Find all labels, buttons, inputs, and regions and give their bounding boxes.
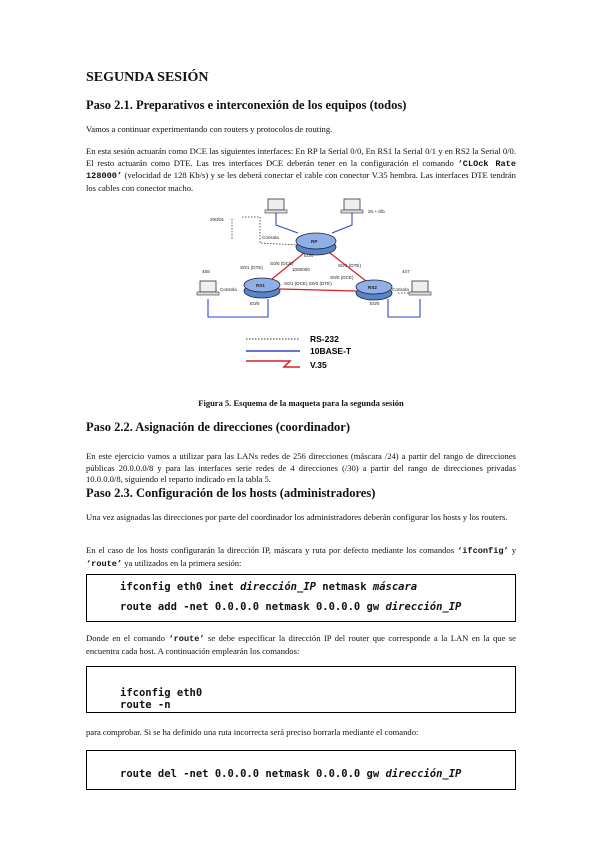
label-rp: RP [311, 239, 318, 244]
label-rp-s01: S0/1 (DTE) [338, 263, 361, 268]
code-line-route-add: route add -net 0.0.0.0 netmask 0.0.0.0 gw dirección_IP [120, 601, 462, 613]
paso-2-3-title: Paso 2.3. Configuración de los hosts (administradores) [86, 486, 376, 500]
figure-caption: Figura 5. Esquema de la maqueta para la segunda sesión [198, 398, 404, 408]
label-rs1-s01: S0/1 (DTE) [240, 265, 263, 270]
label-rp-s00: S0/0 (DCE) [270, 261, 294, 266]
clock-rate-command: ‘CLOck Rate 128000’ [86, 158, 516, 181]
code-line-route-del: route del -net 0.0.0.0 netmask 0.0.0.0 gw dirección_IP [120, 768, 462, 780]
ifconfig-command: ‘ifconfig’ [457, 546, 509, 556]
legend-10baset-label: 10BASE-T [310, 346, 352, 356]
route-command: ‘route’ [168, 634, 205, 644]
host-icon [265, 199, 287, 213]
router-rp-icon [296, 233, 336, 255]
label-host-a: 200/01 [210, 217, 225, 222]
label-rs1-e0: E0/0 [250, 301, 260, 306]
host-icon [197, 281, 219, 295]
label-speed: 1000000 [292, 267, 310, 272]
paso-2-2-title: Paso 2.2. Asignación de direcciones (coordinador) [86, 420, 351, 434]
label-rs2: RS2 [368, 285, 377, 290]
label-rp-e0: E0/0 [304, 253, 314, 258]
network-diagram [180, 195, 440, 380]
code-line-ifconfig-eth0: ifconfig eth0 [120, 687, 203, 699]
figure-legend [246, 334, 352, 370]
label-rs1: RS1 [256, 283, 265, 288]
label-rs2-s00: S0/0 (DCE) [330, 275, 354, 280]
label-rs2-e0: E0/0 [370, 301, 380, 306]
paso-2-1-title: Paso 2.1. Preparativos e interconexión de los equipos (todos) [86, 98, 407, 112]
code-block-check [86, 666, 516, 713]
ethernet-cables [208, 211, 420, 317]
code-block-route-del [86, 750, 516, 790]
label-rs1-rs2-link: S0/1 (DCE) S0/0 (DTE) [284, 281, 332, 286]
paso-2-3-delete-paragraph: para comprobar. Si se ha definido una ruta incorrecta será preciso borrarla mediante el comando: [86, 727, 419, 737]
label-consola-2: Consola [220, 287, 237, 292]
legend-rs232-label: RS-232 [310, 334, 339, 344]
label-host-d: 447 [402, 269, 410, 274]
router-rs1-icon [244, 278, 280, 298]
host-icon [341, 199, 363, 213]
code-block-ifconfig-route [86, 574, 516, 622]
paso-2-3-hosts-paragraph: En el caso de los hosts configurarán la dirección IP, máscara y ruta por defecto mediante los comandos ‘ifconfig’ y ‘route’ ya utilizados en la primera sesión: [86, 545, 516, 569]
route-command: ‘route’ [86, 558, 123, 569]
label-consola-1: Consola [262, 235, 279, 240]
paso-2-1-intro: Vamos a continuar experimentando con routers y protocolos de routing. [86, 124, 333, 134]
legend-v35-line [246, 361, 300, 367]
legend-v35-label: V.35 [310, 360, 327, 370]
paso-2-2-paragraph: En este ejercicio vamos a utilizar para las LANs redes de 256 direcciones (máscara /24) a partir del rango de direcciones públicas 20.0.0.0/8 y para las interfaces serie redes de 4 direcciones (/30) a partir del rango de direcciones privadas 10.0.0.0/8, siguiendo el reparto indicado en la tabla 5. [86, 451, 516, 484]
code-line-route-n: route -n [120, 699, 171, 711]
code-line-ifconfig: ifconfig eth0 inet dirección_IP netmask máscara [120, 581, 418, 593]
paso-2-1-dce-paragraph: En esta sesión actuarán como DCE las siguientes interfaces: En RP la Serial 0/0, En RS1 la Serial 0/1 y en RS2 la Serial 0/0. El resto actuarán como DTE. Las tres interfaces DCE deberán tener en la configuración el comando ‘CLOck Rate 128000’ (velocidad de 128 Kb/s) y se les deberá conectar el cable con conector V.35 hembra. Las interfaces DTE tendrán los cables con conector macho. [86, 146, 516, 193]
label-consola-3: Consola [392, 287, 409, 292]
paso-2-3-intro: Una vez asignadas las direcciones por parte del coordinador los administradores deberán configurar los hosts y los routers. [86, 512, 508, 522]
section-heading: SEGUNDA SESIÓN [86, 70, 209, 85]
paso-2-3-route-paragraph: Donde en el comando ‘route’ se debe especificar la dirección IP del router que corresponde a la LAN en la que se encuentra cada host. A continuación emplearán los comandos: [86, 633, 516, 656]
host-icon [409, 281, 431, 295]
label-host-b: 20.+.0/b [368, 209, 385, 214]
label-host-c: 458 [202, 269, 210, 274]
router-rs2-icon [356, 280, 392, 300]
